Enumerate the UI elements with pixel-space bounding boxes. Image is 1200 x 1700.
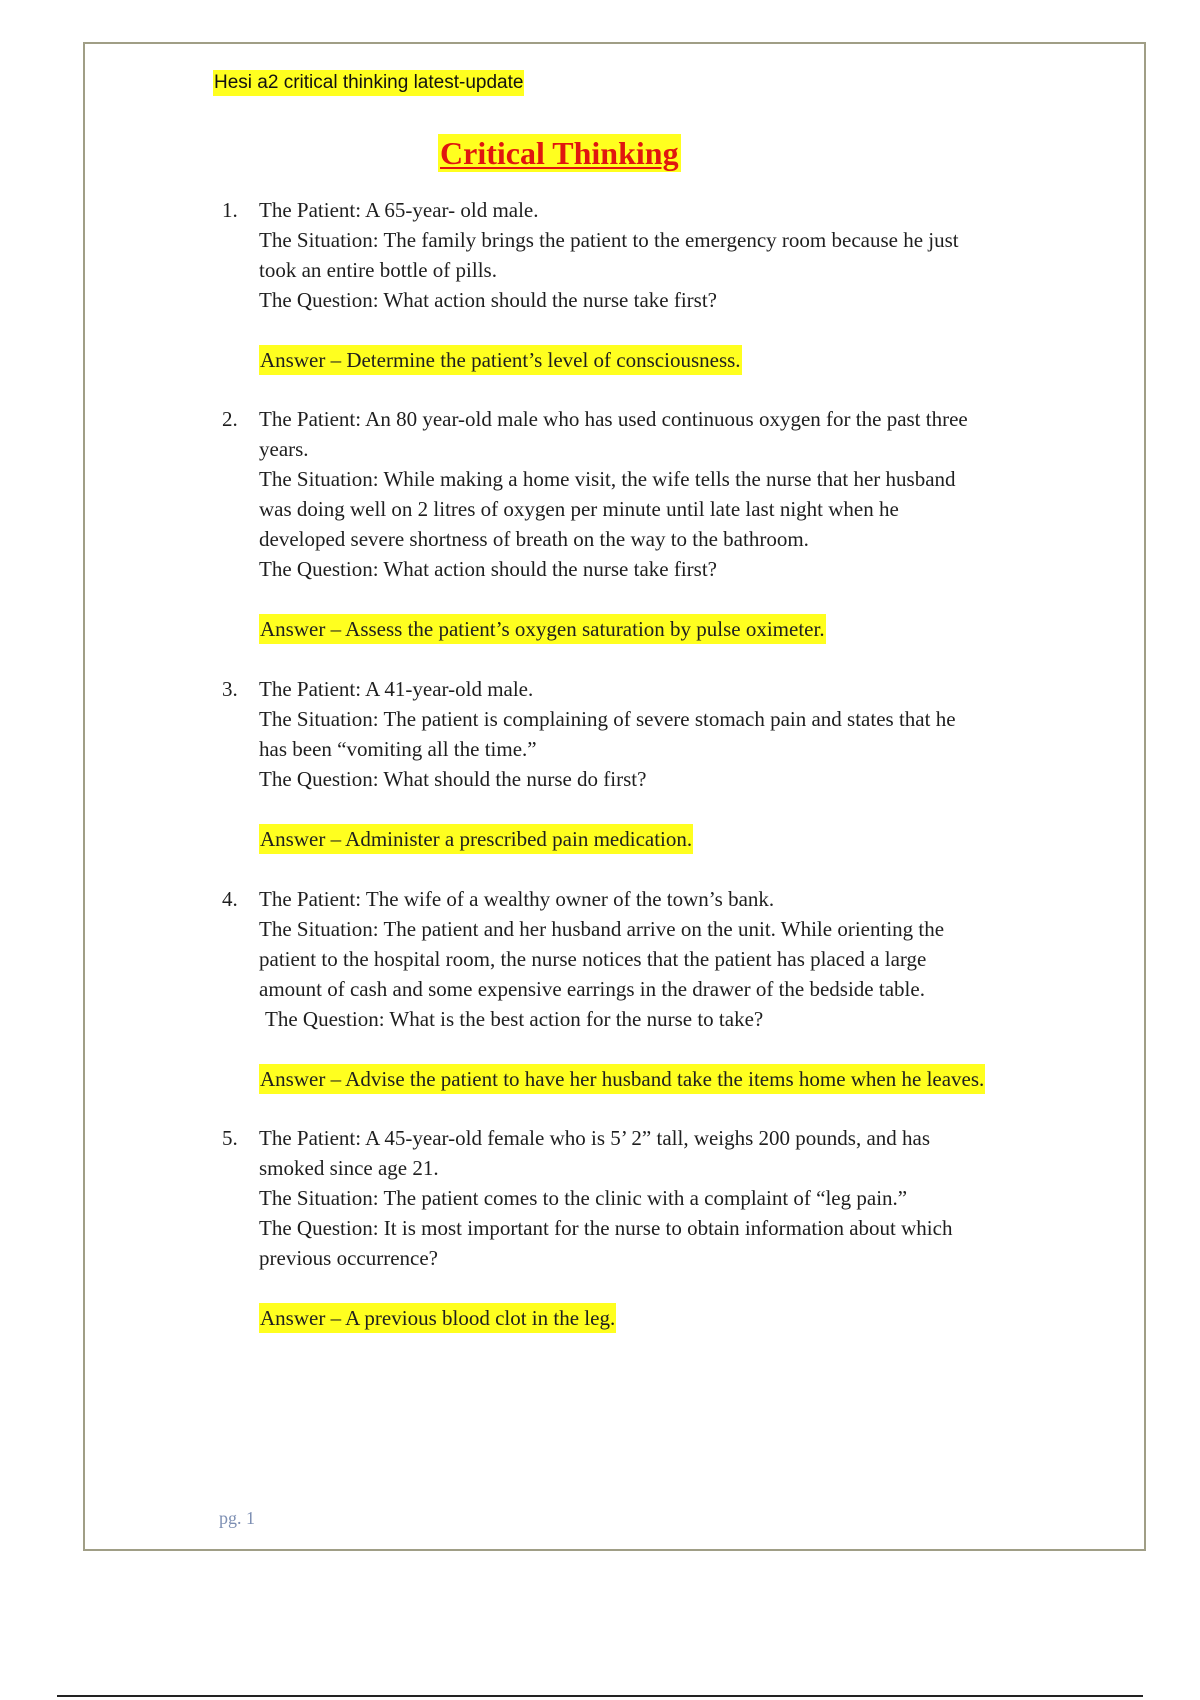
question-body (259, 404, 1042, 644)
situation-line: The Situation: The patient comes to the clinic with a complaint of “leg pain.” (259, 1186, 908, 1210)
question-line: The Question: What action should the nurse take first? (259, 557, 717, 581)
question-number: 1. (222, 198, 238, 222)
question-number: 4. (222, 887, 238, 911)
answer-highlight: Answer – A previous blood clot in the leg. (259, 1303, 616, 1333)
question-line: The Question: What is the best action for the nurse to take? (265, 1007, 764, 1031)
question-body (259, 1123, 1042, 1333)
question-body (259, 195, 1042, 375)
patient-line: The Patient: A 41-year-old male. (259, 677, 534, 701)
question-line: The Question: It is most important for the nurse to obtain information about which (259, 1216, 953, 1240)
situation-line: The Situation: The family brings the patient to the emergency room because he just (259, 228, 959, 252)
question-item (222, 884, 1042, 1094)
situation-line: amount of cash and some expensive earrings in the drawer of the bedside table. (259, 977, 925, 1001)
question-item (222, 674, 1042, 854)
situation-line: The Situation: The patient is complaining of severe stomach pain and states that he (259, 707, 956, 731)
situation-line: took an entire bottle of pills. (259, 258, 497, 282)
question-line: The Question: What should the nurse do first? (259, 767, 647, 791)
patient-line: The Patient: A 65-year- old male. (259, 198, 539, 222)
question-body (259, 674, 1042, 854)
question-line: previous occurrence? (259, 1246, 438, 1270)
answer-highlight: Answer – Assess the patient’s oxygen saturation by pulse oximeter. (259, 614, 826, 644)
situation-line: has been “vomiting all the time.” (259, 737, 537, 761)
patient-line: smoked since age 21. (259, 1156, 439, 1180)
answer-highlight: Answer – Administer a prescribed pain medication. (259, 824, 693, 854)
answer-highlight: Answer – Advise the patient to have her husband take the items home when he leaves. (259, 1064, 985, 1094)
header-note: Hesi a2 critical thinking latest-update (213, 70, 524, 96)
question-number: 5. (222, 1126, 238, 1150)
situation-line: was doing well on 2 litres of oxygen per minute until late last night when he (259, 497, 899, 521)
patient-line: The Patient: The wife of a wealthy owner of the town’s bank. (259, 887, 775, 911)
question-line: The Question: What action should the nurse take first? (259, 288, 717, 312)
patient-line: The Patient: An 80 year-old male who has used continuous oxygen for the past three (259, 407, 968, 431)
question-number: 2. (222, 407, 238, 431)
patient-line: years. (259, 437, 309, 461)
page-number: pg. 1 (219, 1508, 255, 1528)
answer-highlight: Answer – Determine the patient’s level of consciousness. (259, 345, 742, 375)
bottom-rule (57, 1695, 1143, 1697)
question-item (222, 195, 1042, 375)
situation-line: developed severe shortness of breath on the way to the bathroom. (259, 527, 809, 551)
situation-line: patient to the hospital room, the nurse notices that the patient has placed a large (259, 947, 927, 971)
situation-line: The Situation: The patient and her husband arrive on the unit. While orienting the (259, 917, 945, 941)
patient-line: The Patient: A 45-year-old female who is 5’ 2” tall, weighs 200 pounds, and has (259, 1126, 931, 1150)
question-item (222, 1123, 1042, 1333)
situation-line: The Situation: While making a home visit, the wife tells the nurse that her husband (259, 467, 956, 491)
question-item (222, 404, 1042, 644)
document-title: Critical Thinking (440, 135, 679, 171)
question-number: 3. (222, 677, 238, 701)
question-body (259, 884, 1042, 1094)
